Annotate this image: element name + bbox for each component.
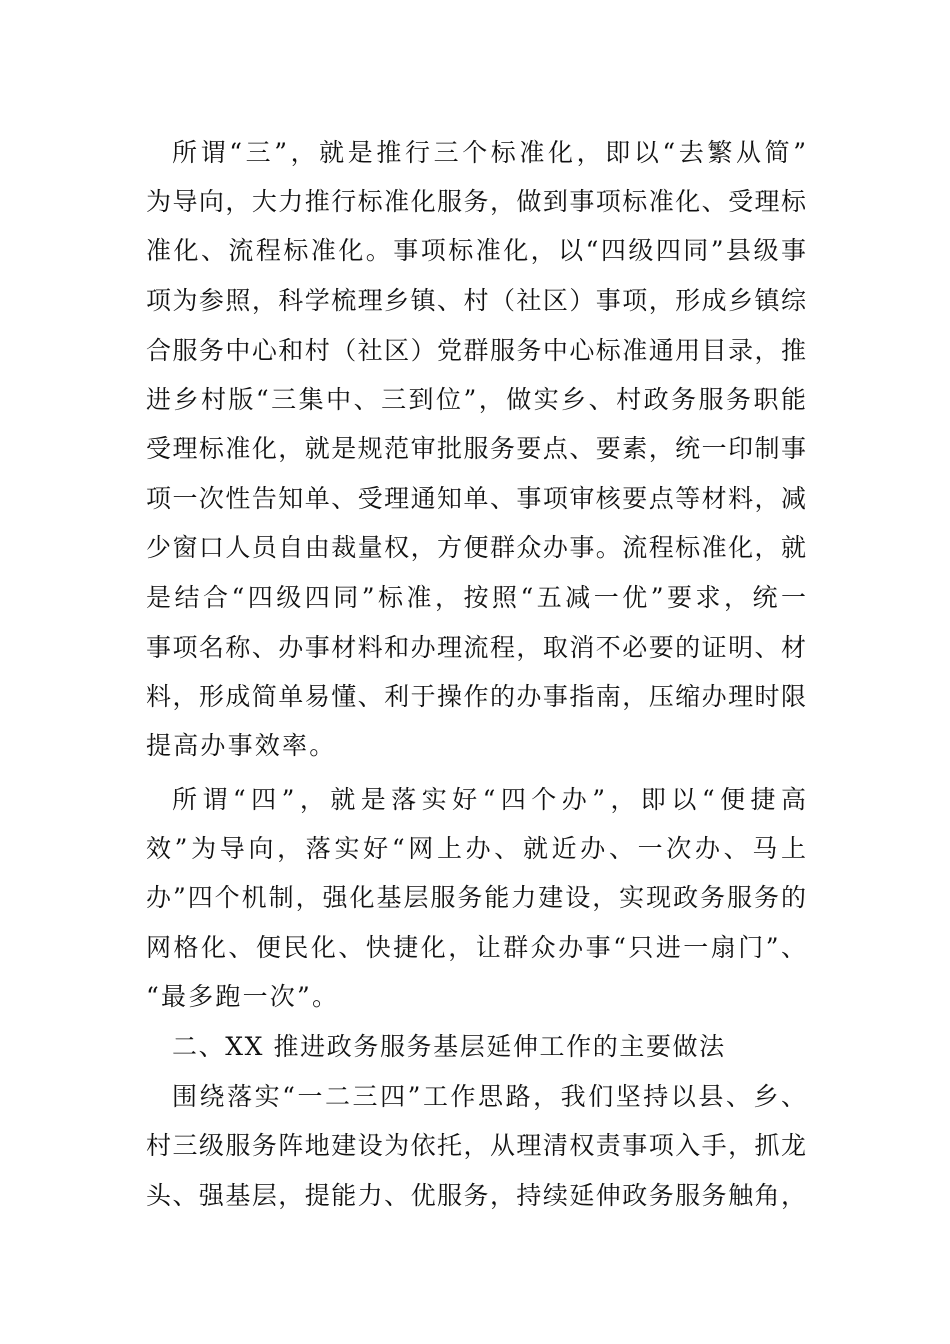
text-line: 所谓“四”，就是落实好“四个办”，即以“便捷高	[172, 785, 806, 814]
text-line: 提高办事效率。	[146, 731, 337, 760]
section-heading: 二、XX 推进政务服务基层延伸工作的主要做法	[172, 1032, 726, 1061]
text-line: 网格化、便民化、快捷化，让群众办事“只进一扇门”、	[146, 933, 806, 962]
text-line: 项为参照，科学梳理乡镇、村（社区）事项，形成乡镇综	[146, 286, 806, 315]
text-line: 受理标准化，就是规范审批服务要点、要素，统一印制事	[146, 434, 806, 463]
text-line: 合服务中心和村（社区）党群服务中心标准通用目录，推	[146, 336, 806, 365]
text-line: 效”为导向，落实好“网上办、就近办、一次办、马上	[146, 834, 806, 863]
text-line: 围绕落实“一二三四”工作思路，我们坚持以县、乡、	[172, 1082, 806, 1111]
text-line: 准化、流程标准化。事项标准化，以“四级四同”县级事	[146, 236, 806, 265]
text-line: 少窗口人员自由裁量权，方便群众办事。流程标准化，就	[146, 533, 806, 562]
text-line: 所谓“三”，就是推行三个标准化，即以“去繁从简”	[172, 138, 806, 167]
text-line: 为导向，大力推行标准化服务，做到事项标准化、受理标	[146, 187, 806, 216]
text-line: 进乡村版“三集中、三到位”，做实乡、村政务服务职能	[146, 385, 806, 414]
text-line: 事项名称、办事材料和办理流程，取消不必要的证明、材	[146, 633, 806, 662]
text-line: 办”四个机制，强化基层服务能力建设，实现政务服务的	[146, 883, 806, 912]
text-line: 料，形成简单易懂、利于操作的办事指南，压缩办理时限	[146, 682, 806, 711]
text-line: 村三级服务阵地建设为依托，从理清权责事项入手，抓龙	[146, 1131, 806, 1160]
text-line: “最多跑一次”。	[146, 982, 340, 1011]
text-line: 头、强基层，提能力、优服务，持续延伸政务服务触角，	[146, 1181, 806, 1210]
text-line: 是结合“四级四同”标准，按照“五减一优”要求，统一	[146, 583, 806, 612]
text-line: 项一次性告知单、受理通知单、事项审核要点等材料，减	[146, 484, 806, 513]
